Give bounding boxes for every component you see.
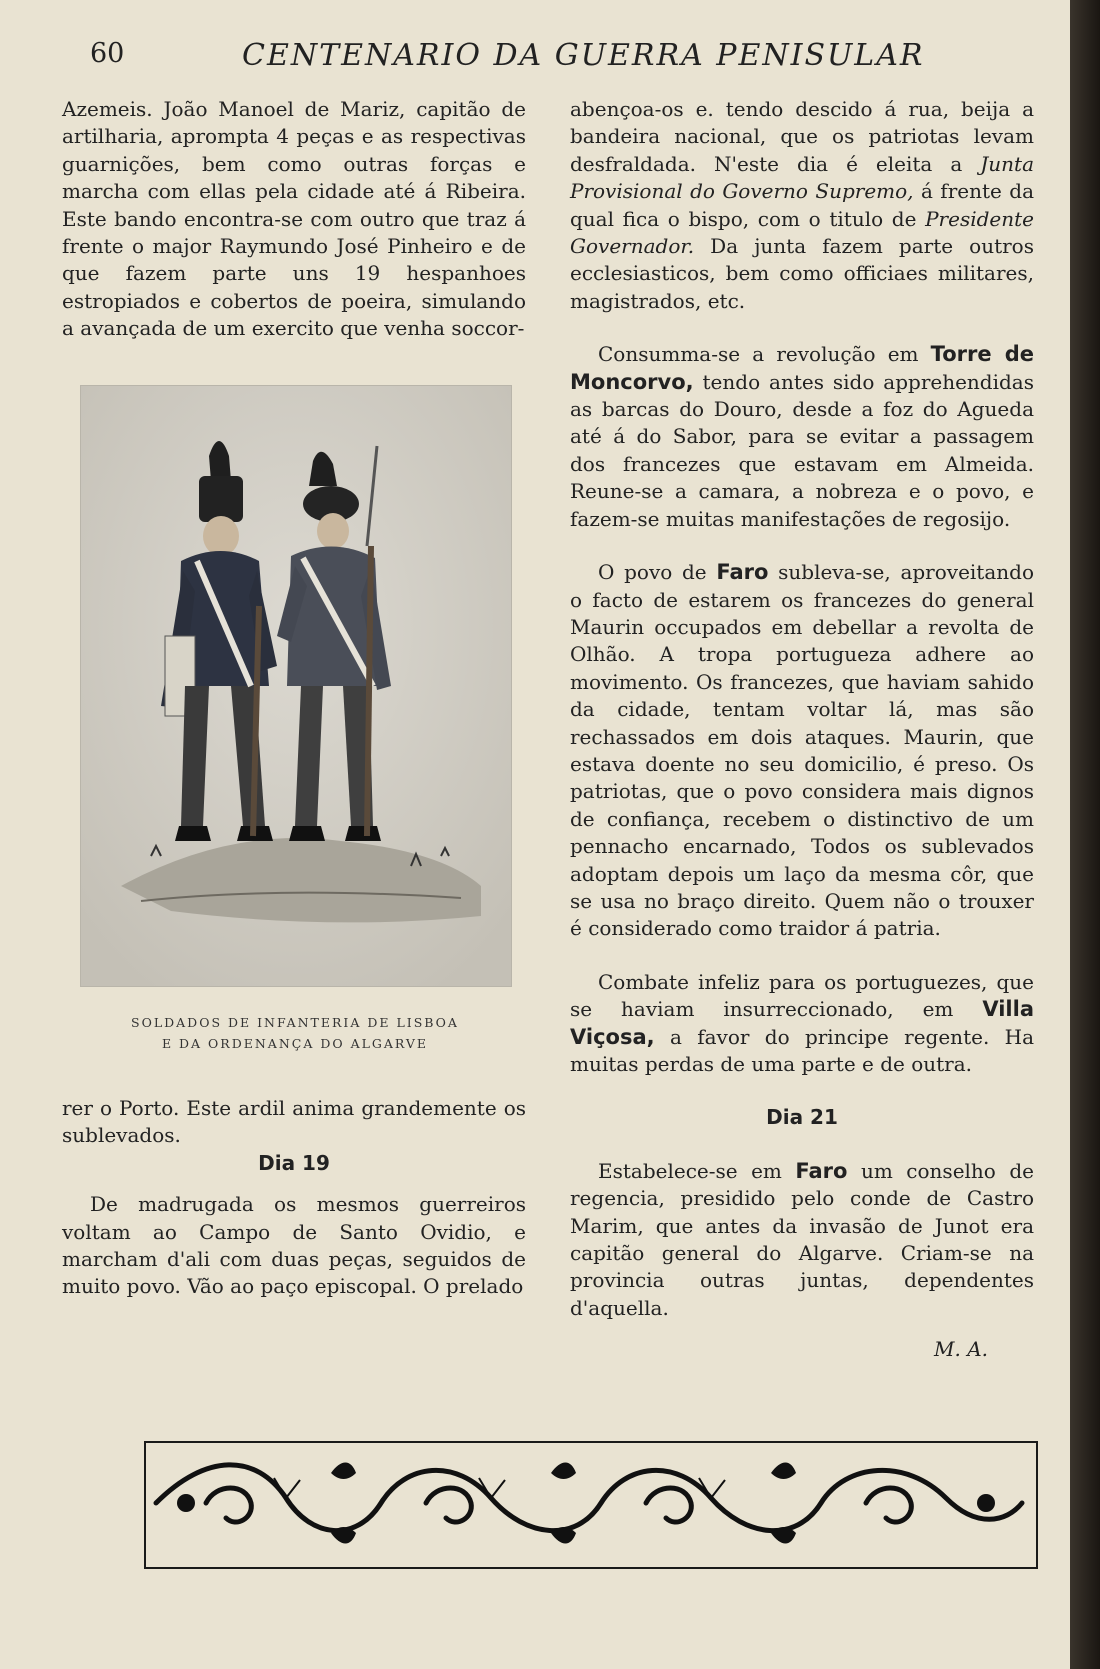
day-heading-21: Dia 21: [766, 1105, 838, 1130]
right-paragraph-2: [570, 341, 1034, 533]
place-faro: Faro: [716, 560, 769, 585]
left-paragraph-2: De madrugada os mesmos guerreiros voltam ao Campo de Santo Ovidio, e marcham d'ali com duas peças, seguidos de muito povo. Vão ao paço episcopal. O prelado: [62, 1192, 526, 1299]
floral-scroll-ornament: [146, 1443, 1032, 1563]
left-continuation: rer o Porto. Este ardil anima grandemente os sublevados.: [62, 1096, 526, 1148]
figure-illustration: [80, 385, 512, 987]
place-torre-de-moncorvo: Torre de Moncorvo,: [570, 342, 1034, 394]
soldiers-illustration: [81, 386, 511, 986]
left-column-top: [62, 96, 526, 343]
running-title: CENTENARIO DA GUERRA PENISULAR: [242, 38, 925, 73]
text-run: tendo antes sido apprehendidas as barcas do Douro, desde a foz do Agueda até á do Sabor, para se evitar a passagem dos francezes que estavam em Almeida. Reune-se a camara, a nobreza e o povo, e fazem-se muitas manifestações de regosijo.: [570, 369, 1034, 531]
text-run: a favor do principe regente. Ha muitas perdas de uma parte e de outra.: [570, 1024, 1034, 1076]
right-paragraph-1: [570, 96, 1034, 315]
caption-line-2: E DA ORDENANÇA DO ALGARVE: [161, 1036, 429, 1051]
right-paragraph-3: [570, 559, 1034, 943]
text-run: subleva-se, aproveitando o facto de estarem os francezes do general Maurin occupados em debellar a revolta de Olhão. A tropa portugueza adhere ao movimento. Os francezes, que haviam sahido da cidade, tentam voltar lá, mas são rechassados em dois ataques. Maurin, que estava doente no seu domicilio, é preso. Os patriotas, que o povo considera mais dignos de confiança, recebem o distinctivo de um pennacho encarnado, Todos os sublevados adoptam depois um laço da mesma côr, que se usa no braço direito. Quem não o trouxer é considerado como traidor á patria.: [570, 560, 1034, 941]
page-number: 60: [90, 38, 125, 69]
author-signature: M. A.: [934, 1337, 988, 1361]
text-run: Consumma-se a revolução em: [598, 342, 931, 367]
bishop-title: Presidente Governador.: [570, 206, 1034, 259]
left-paragraph-1: Azemeis. João Manoel de Mariz, capitão de artilharia, aprompta 4 peças e as respectivas guarnições, bem como outras forças e marcha com ellas pela cidade até á Ribeira. Este bando encontra-se com outro que traz á frente o major Raymundo José Pinheiro e de que fazem parte uns 19 hespanhoes estropiados e cobertos de poeira, simulando a avançada de um exercito que venha soccor-: [62, 97, 526, 341]
text-run: Da junta fazem parte outros ecclesiasticos, bem como officiaes militares, magistrados, etc.: [570, 234, 1034, 313]
right-paragraph-4: [570, 969, 1034, 1079]
text-run: á frente da qual fica o bispo, com o titulo de: [570, 179, 1034, 231]
ornamental-border: [144, 1441, 1038, 1569]
junta-name: Junta Provisional do Governo Supremo,: [570, 151, 1034, 204]
place-faro: Faro: [795, 1158, 848, 1183]
text-run: Combate infeliz para os portuguezes, que se haviam insurreccionado, em: [570, 969, 1034, 1022]
text-run: Estabelece-se em: [598, 1158, 796, 1183]
right-column: [570, 96, 1034, 1322]
text-run: um conselho de regencia, presidido pelo conde de Castro Marim, que antes da invasão de Junot era capitão general do Algarve. Criam-se na provincia outras juntas, dependentes d'aquella.: [570, 1158, 1034, 1320]
day-heading-19: Dia 19: [258, 1150, 330, 1175]
right-paragraph-5: [570, 1158, 1034, 1322]
scan-edge: [1070, 0, 1100, 1669]
figure-caption: [70, 1012, 520, 1054]
text-run: abençoa-os e. tendo descido á rua, beija a bandeira nacional, que os patriotas levam desfraldada. N'este dia é eleita a: [570, 97, 1034, 176]
left-column-bottom: [62, 1095, 526, 1301]
caption-line-1: SOLDADOS DE INFANTERIA DE LISBOA: [131, 1015, 459, 1030]
page-header: [62, 38, 1012, 78]
place-villa-vicosa: Villa Viçosa,: [570, 997, 1034, 1049]
text-run: O povo de: [598, 560, 717, 585]
